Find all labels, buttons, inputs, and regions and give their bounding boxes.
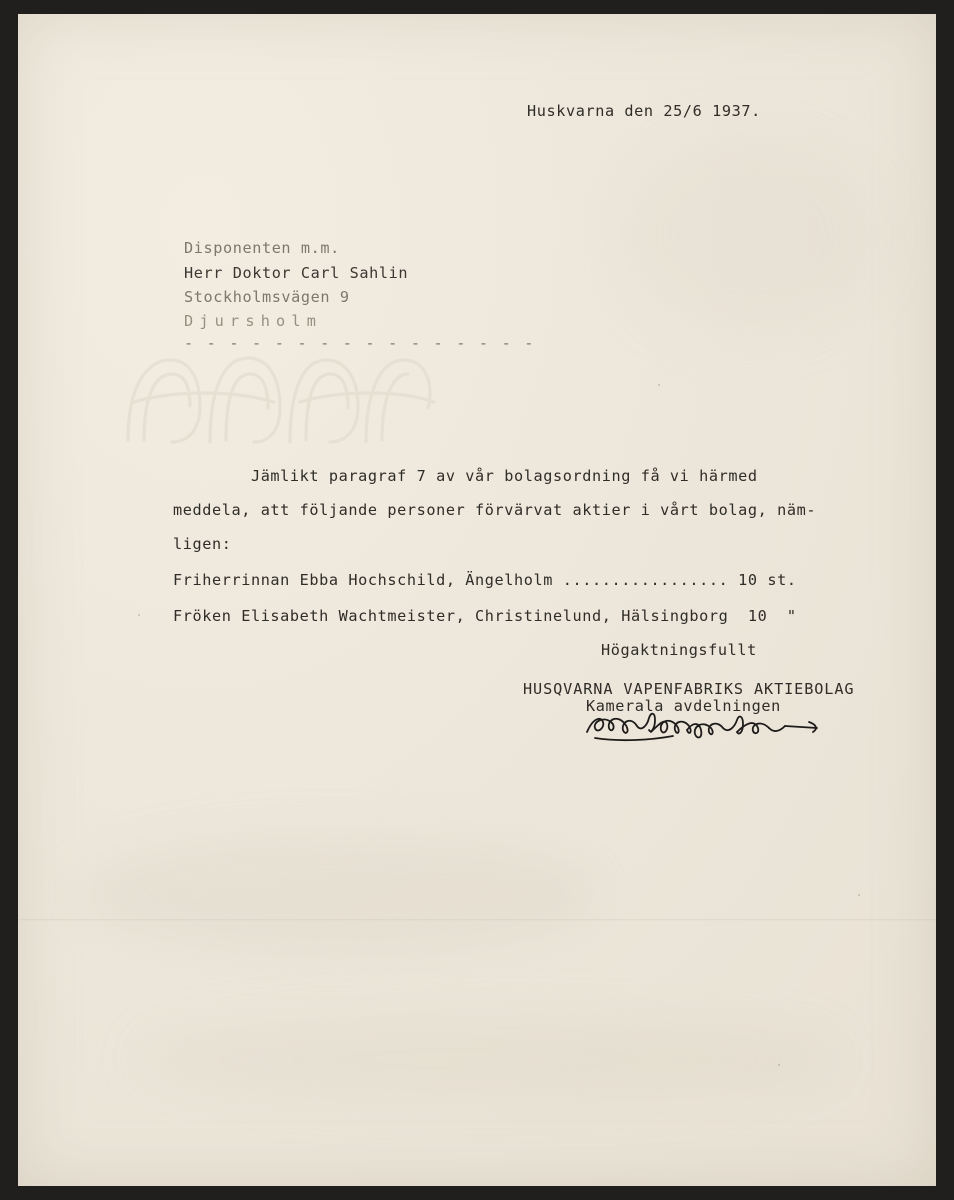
paper-fold-line bbox=[18, 919, 936, 921]
paper-speck bbox=[858, 894, 860, 896]
paper-stain bbox=[78, 834, 598, 954]
body-line: Friherrinnan Ebba Hochschild, Ängelholm ................. 10 st. bbox=[173, 571, 797, 589]
closing-line: Högaktningsfullt bbox=[601, 641, 757, 659]
paper-speck bbox=[778, 1064, 780, 1066]
paper-stain bbox=[138, 1014, 838, 1104]
body-line: Jämlikt paragraf 7 av vår bolagsordning få vi härmed bbox=[173, 467, 758, 485]
signature-organisation: HUSQVARNA VAPENFABRIKS AKTIEBOLAG bbox=[523, 680, 855, 698]
recipient-line: Herr Doktor Carl Sahlin bbox=[184, 264, 409, 282]
recipient-line: Stockholmsvägen 9 bbox=[184, 288, 350, 306]
letter-paper bbox=[18, 14, 936, 1186]
date-line: Huskvarna den 25/6 1937. bbox=[527, 102, 761, 120]
body-line: Fröken Elisabeth Wachtmeister, Christinelund, Hälsingborg 10 " bbox=[173, 607, 797, 625]
paper-speck bbox=[138, 614, 140, 616]
signature-department: Kamerala avdelningen bbox=[586, 697, 781, 715]
recipient-line: Disponenten m.m. bbox=[184, 239, 340, 257]
watermark-monogram-icon bbox=[114, 344, 444, 454]
recipient-line: Djursholm bbox=[184, 312, 323, 330]
body-line: meddela, att följande personer förvärvat aktier i vårt bolag, näm- bbox=[173, 501, 817, 519]
recipient-underline: - - - - - - - - - - - - - - - - bbox=[184, 334, 536, 352]
body-line: ligen: bbox=[173, 535, 232, 553]
paper-stain bbox=[618, 134, 878, 334]
paper-speck bbox=[658, 384, 660, 386]
